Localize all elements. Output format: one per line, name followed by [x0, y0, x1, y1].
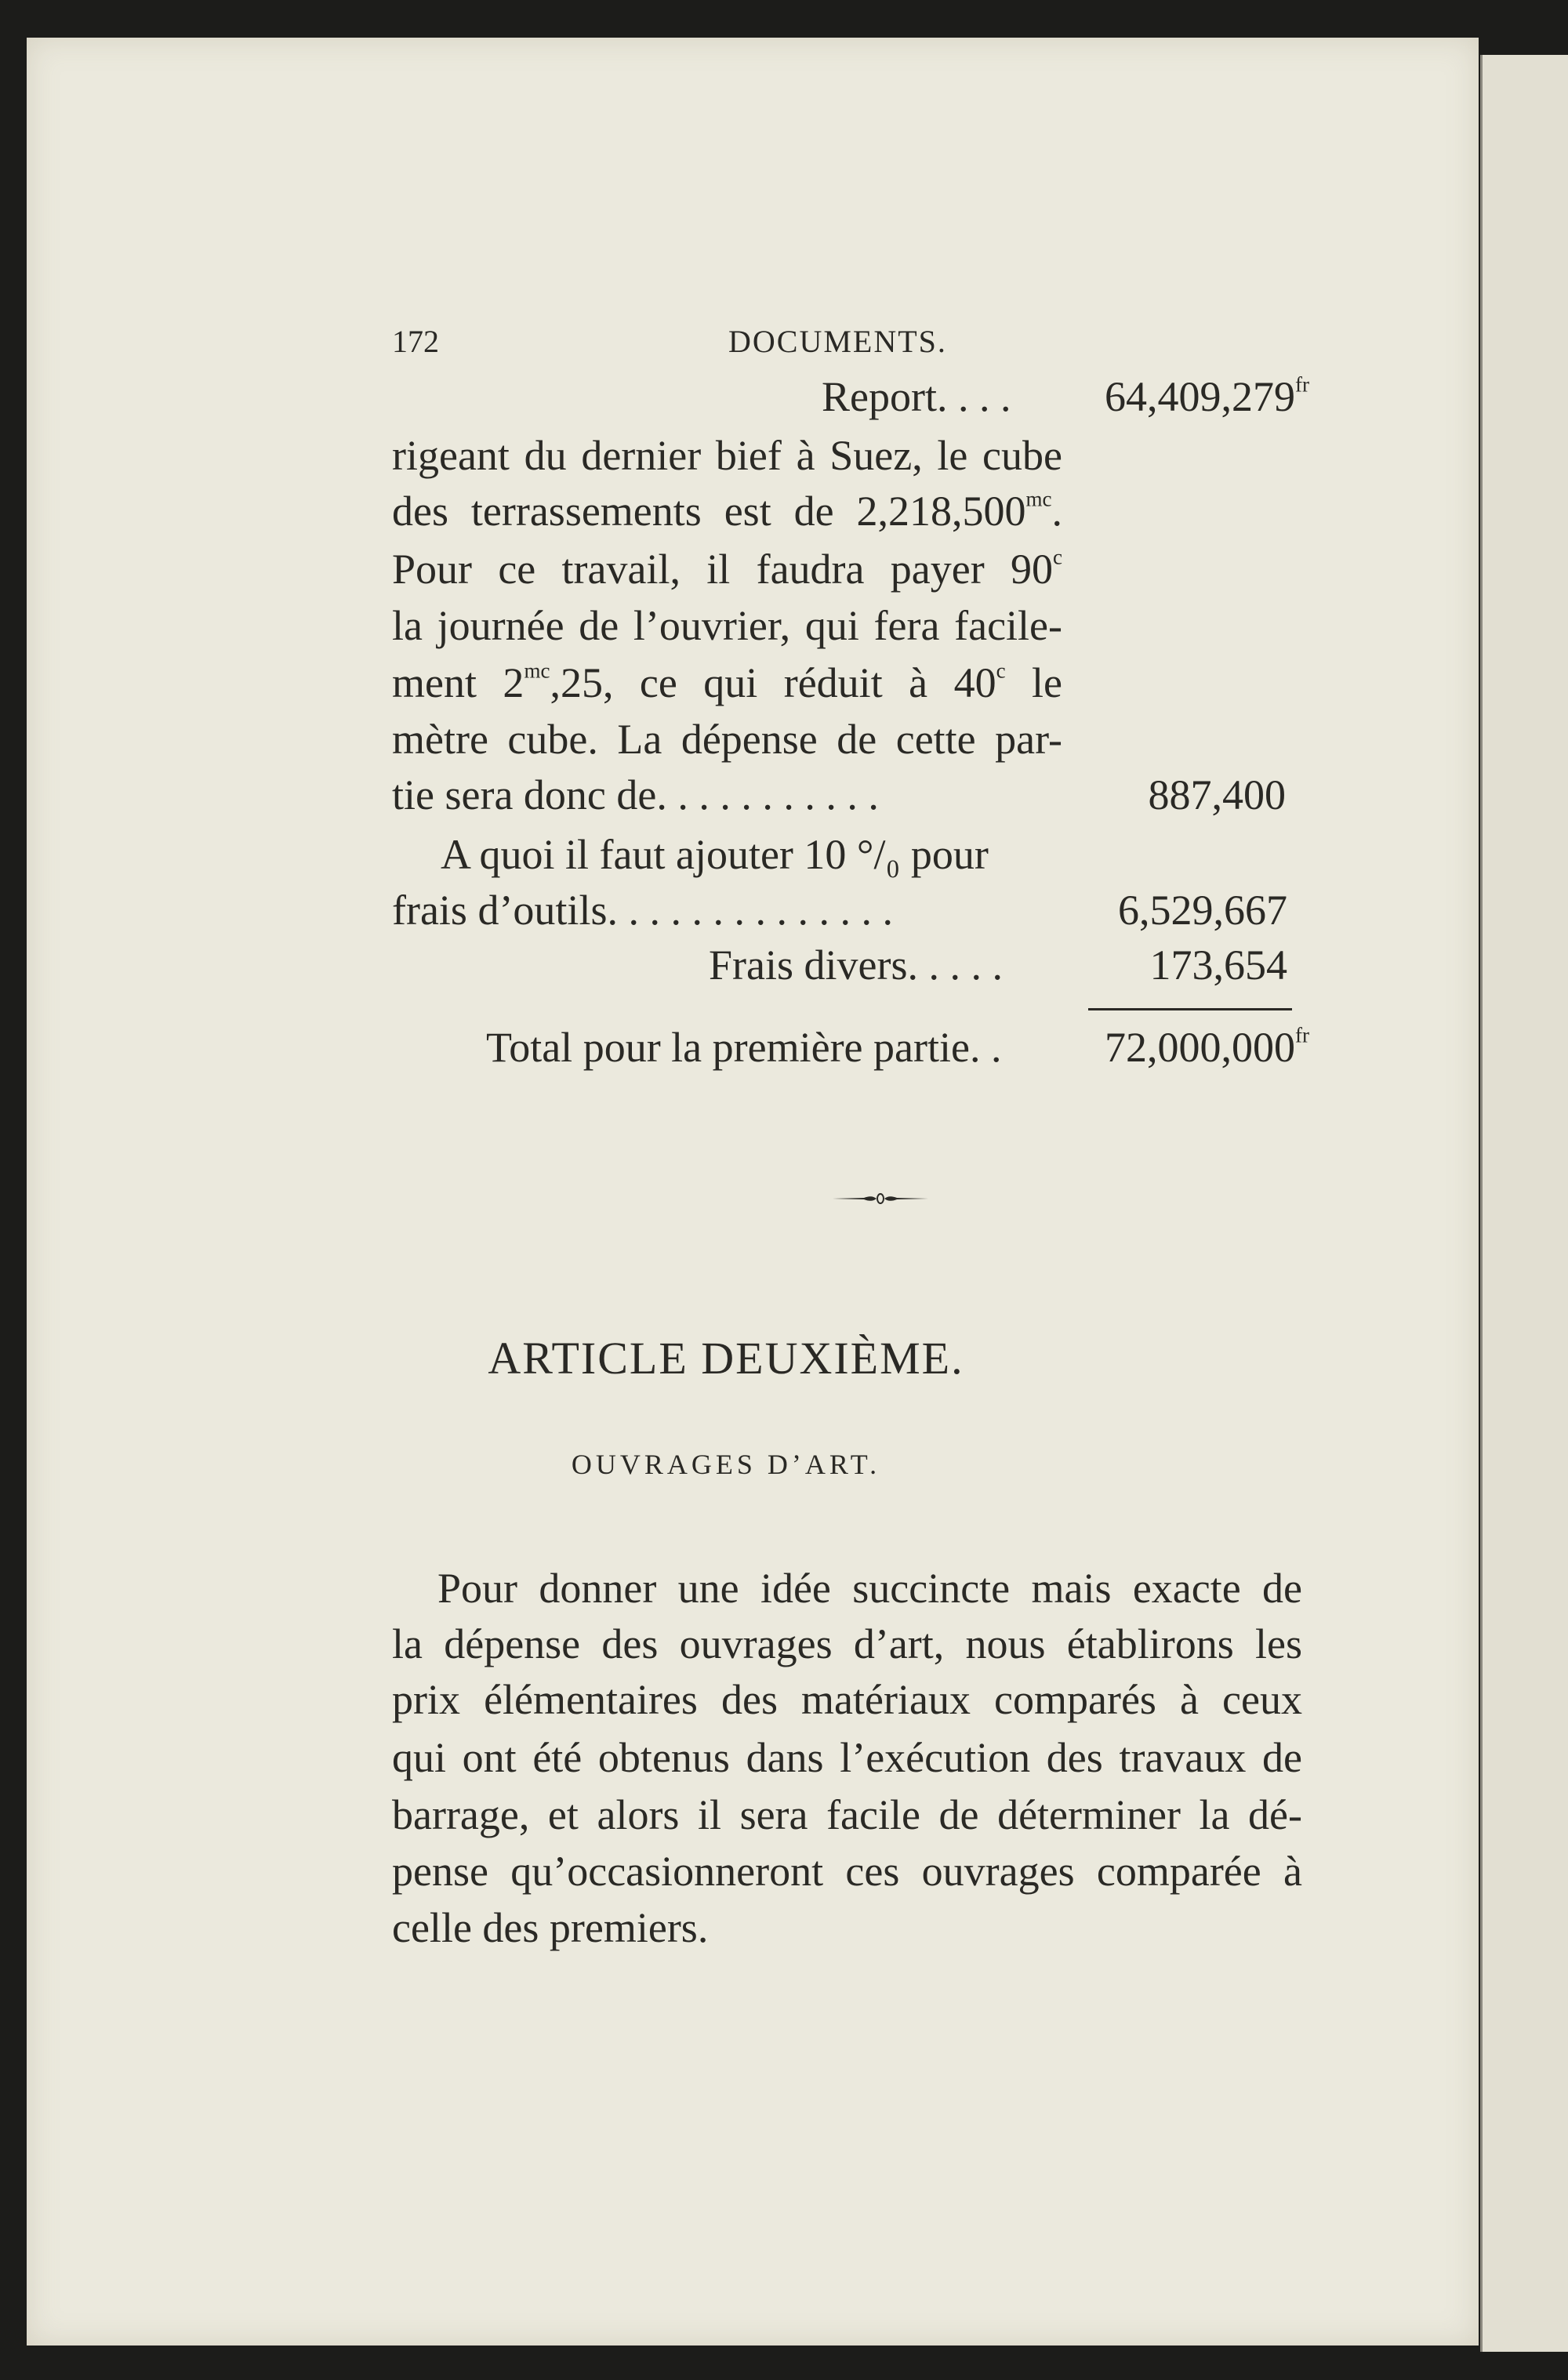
paragraph-line: prix élémentaires des matériaux comparés à ceux — [392, 1676, 1302, 1723]
ornament-divider-icon — [833, 1192, 928, 1206]
paragraph-line: barrage, et alors il sera facile de déterminer la dé- — [392, 1791, 1302, 1838]
article-subtitle: OUVRAGES D’ART. — [571, 1449, 881, 1480]
body-line: ment $2^{mc},25$, ce qui réduit à 40$^c$ le — [392, 658, 1062, 706]
body-line: mètre cube. La dépense de cette par- — [392, 716, 1062, 763]
paragraph-line: qui ont été obtenus dans l’exécution des travaux de — [392, 1734, 1302, 1781]
body-line: rigeant du dernier bief à Suez, le cube — [392, 432, 1062, 479]
paragraph-line: la dépense des ouvrages d’art, nous établirons les — [392, 1620, 1302, 1667]
article-title: ARTICLE DEUXIÈME. — [488, 1333, 964, 1384]
report-amount: $64,409,279^{fr}$ — [1105, 372, 1309, 420]
total-label: Total pour la première partie. . — [486, 1024, 1002, 1071]
tools-line-2: frais d’outils. . . . . . . . . . . . . . — [392, 887, 893, 934]
tools-line-1: A quoi il faut ajouter 10 °/₀ pour — [441, 831, 989, 878]
misc-amount: 173,654 — [1149, 941, 1287, 989]
facing-page-edge — [1480, 55, 1568, 2352]
paragraph-line: Pour donner une idée succincte mais exacte de — [437, 1565, 1302, 1612]
sum-rule — [1088, 1008, 1292, 1010]
body-line: Pour ce travail, il faudra payer 90$^c$ — [392, 545, 1062, 593]
body-line: des terrassements est de $2,218,500^{mc}$. — [392, 487, 1062, 535]
body-line: tie sera donc de. . . . . . . . . . . — [392, 771, 879, 818]
paragraph-line: pense qu’occasionneront ces ouvrages comparée à — [392, 1848, 1302, 1895]
body-line: la journée de l’ouvrier, qui fera facile- — [392, 602, 1062, 649]
tools-amount: 6,529,667 — [1118, 887, 1287, 934]
total-amount: $72,000,000^{fr}$ — [1105, 1023, 1309, 1071]
page-number: 172 — [392, 324, 439, 359]
report-label: Report. . . . — [822, 373, 1011, 420]
misc-label: Frais divers. . . . . — [709, 941, 1003, 989]
running-title: DOCUMENTS. — [728, 324, 947, 359]
paragraph-line: celle des premiers. — [392, 1904, 709, 1951]
item-cost: 887,400 — [1148, 771, 1286, 818]
